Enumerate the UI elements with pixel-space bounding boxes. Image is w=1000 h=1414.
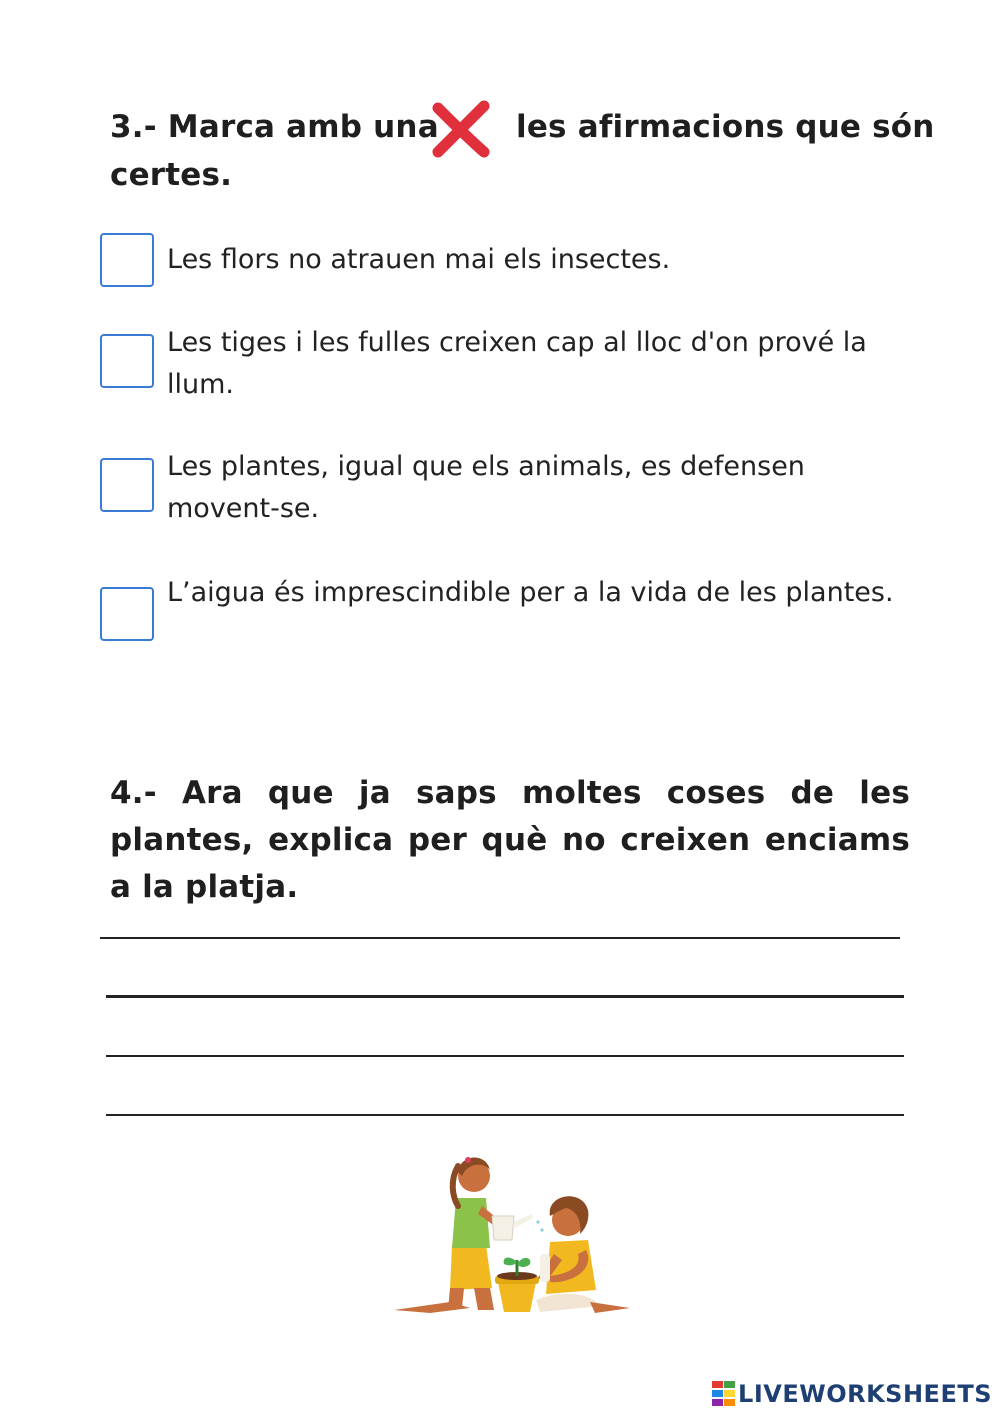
statement-checkbox-4[interactable] bbox=[100, 587, 154, 641]
statement-text-1: Les flors no atrauen mai els insectes. bbox=[167, 244, 671, 275]
answer-input-3[interactable] bbox=[106, 1013, 908, 1055]
question-4-title: 4.- Ara que ja saps moltes coses de les plantes, explica per què no creixen enciams a la platja. bbox=[110, 775, 910, 905]
answer-input-2[interactable] bbox=[106, 954, 908, 996]
statement-checkbox-2[interactable] bbox=[100, 334, 154, 388]
statement-text-2: Les tiges i les fulles creixen cap al lloc d'on prové la llum. bbox=[167, 327, 867, 400]
liveworksheets-logo bbox=[712, 1380, 992, 1408]
answer-line-3 bbox=[106, 1055, 904, 1057]
answer-input-1[interactable] bbox=[100, 895, 904, 937]
red-cross-icon bbox=[428, 96, 494, 162]
children-planting-illustration bbox=[390, 1150, 635, 1320]
answer-input-4[interactable] bbox=[106, 1072, 908, 1114]
answer-line-4 bbox=[106, 1114, 904, 1116]
liveworksheets-logo-icon bbox=[712, 1381, 736, 1407]
question-3-title-part2: les afirmacions que són bbox=[516, 109, 935, 145]
statement-text-3: Les plantes, igual que els animals, es defensen movent-se. bbox=[167, 451, 805, 524]
statement-checkbox-3[interactable] bbox=[100, 458, 154, 512]
liveworksheets-logo-text: LIVEWORKSHEETS bbox=[738, 1380, 992, 1408]
statement-checkbox-1[interactable] bbox=[100, 233, 154, 287]
question-3-title-part1: 3.- Marca amb una bbox=[110, 109, 439, 145]
answer-line-1 bbox=[100, 937, 900, 939]
statement-text-4: L’aigua és imprescindible per a la vida de les plantes. bbox=[167, 577, 894, 608]
question-3-title-part3: certes. bbox=[110, 157, 233, 193]
answer-line-2 bbox=[106, 995, 904, 998]
